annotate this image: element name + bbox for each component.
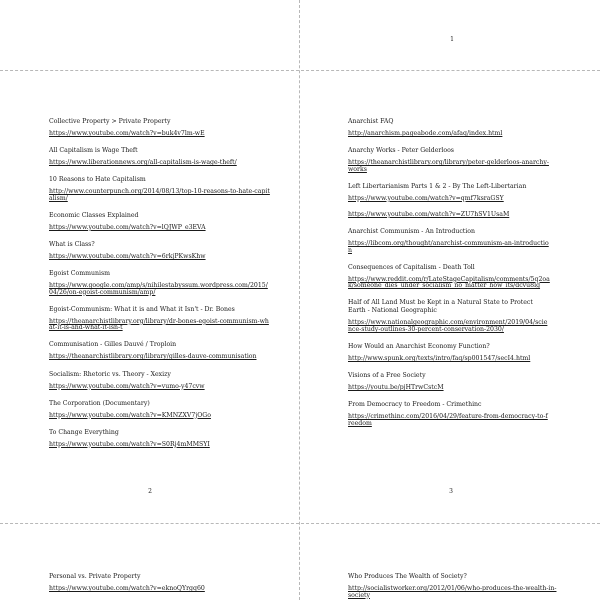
entry-title: Collective Property > Private Property xyxy=(49,118,171,125)
entry-url-link[interactable]: http://anarchism.pageabode.com/afaq/index.html xyxy=(348,130,503,137)
link-entry xyxy=(49,371,271,391)
entry-url-link[interactable]: https://www.youtube.com/watch?v=buk4v7lm-wE xyxy=(49,130,205,137)
entry-url-link[interactable]: https://www.youtube.com/watch?v=S0Rj4mMMSYI xyxy=(49,440,210,448)
entry-url-link[interactable]: https://crimethinc.com/2016/04/29/feature-from-democracy-to-freedom xyxy=(348,413,548,427)
link-entry xyxy=(49,118,271,138)
entry-url-link[interactable]: https://theanarchistlibrary.org/library/peter-gelderloos-anarchy-works xyxy=(348,159,549,173)
page-divider-bottom xyxy=(0,523,600,524)
link-entry xyxy=(49,147,271,167)
link-entry xyxy=(348,147,550,173)
entry-title: Left Libertarianism Parts 1 & 2 - By The Left-Libertarian xyxy=(348,182,527,190)
entry-url-link[interactable]: https://www.google.com/amp/s/nihilestabyssum.wordpress.com/2015/04/26/on-egoist-communism/amp/ xyxy=(49,282,268,296)
entry-title: Anarchy Works - Peter Gelderloos xyxy=(348,147,454,155)
link-entry xyxy=(49,341,271,361)
entry-title: What is Class? xyxy=(49,240,95,248)
page-number-3: 3 xyxy=(449,488,453,495)
entry-url-link[interactable]: https://theanarchistlibrary.org/library/dr-bones-egoist-communism-what-it-is-and-what-it-isn-t xyxy=(49,317,269,332)
entry-title: How Would an Anarchist Economy Function? xyxy=(348,343,490,351)
entry-title: From Democracy to Freedom - Crimethinc xyxy=(348,401,482,409)
entry-title: Egoist Communism xyxy=(49,270,110,278)
entry-title: Anarchist FAQ xyxy=(348,118,394,125)
entry-title: The Corporation (Documentary) xyxy=(49,399,150,407)
entry-url-link[interactable]: https://www.nationalgeographic.com/environment/2019/04/science-study-outlines-30-percent-conservation-2030/ xyxy=(348,319,548,333)
page-number-1: 1 xyxy=(450,36,454,43)
entry-url-link[interactable]: https://www.reddit.com/r/LateStageCapitalism/comments/5q2oak/someone_dies_under_socialism_no_matter_how_its/dcvu8lg xyxy=(348,275,550,290)
page-number-2: 2 xyxy=(148,488,152,495)
entry-url-link[interactable]: https://libcom.org/thought/anarchist-communism-an-introduction xyxy=(348,239,549,254)
entry-url-link[interactable]: https://youtu.be/pjHTrwCstcM xyxy=(348,384,444,392)
link-entry xyxy=(348,212,550,219)
entry-title: Who Produces The Wealth of Society? xyxy=(348,573,467,580)
entry-title: Consequences of Capitalism - Death Toll xyxy=(348,263,475,271)
link-entry xyxy=(348,343,550,363)
entry-title: Personal vs. Private Property xyxy=(49,573,141,580)
right-page-link-list xyxy=(348,118,550,437)
entry-url-link[interactable]: https://www.youtube.com/watch?v=eknoQYrgq60 xyxy=(49,585,205,592)
link-entry xyxy=(49,212,271,232)
entry-url-link[interactable]: https://www.youtube.com/watch?v=vumo-y47cvw xyxy=(49,382,205,390)
entry-url-link[interactable]: http://www.spunk.org/texts/intro/faq/sp001547/secI4.html xyxy=(348,355,531,363)
link-entry xyxy=(348,299,550,333)
entry-url-link[interactable]: https://www.liberationnews.org/all-capitalism-is-wage-theft/ xyxy=(49,159,237,167)
entry-title: Anarchist Communism - An Introduction xyxy=(348,227,475,235)
link-entry xyxy=(348,264,550,290)
entry-url-link[interactable]: http://www.counterpunch.org/2014/08/13/top-10-reasons-to-hate-capitalism/ xyxy=(49,188,270,202)
link-entry xyxy=(49,573,271,593)
entry-title: 10 Reasons to Hate Capitalism xyxy=(49,176,146,184)
entry-title: To Change Everything xyxy=(49,428,119,436)
link-entry xyxy=(49,400,271,420)
entry-url-link[interactable]: http://socialistworker.org/2012/01/06/who-produces-the-wealth-in-society xyxy=(348,585,557,599)
link-entry xyxy=(348,573,558,599)
entry-url-link[interactable]: https://www.youtube.com/watch?v=ZU7hSV1UsaM xyxy=(348,210,510,218)
bottom-left-link-list xyxy=(49,573,271,602)
entry-title: Economic Classes Explained xyxy=(49,211,139,219)
link-entry xyxy=(49,306,271,332)
link-entry xyxy=(49,270,271,296)
entry-title: Half of All Land Must be Kept in a Natural State to Protect Earth - National Geographic xyxy=(348,299,533,315)
link-entry xyxy=(348,401,550,427)
link-entry xyxy=(49,429,271,449)
link-entry xyxy=(49,241,271,261)
entry-title: All Capitalism is Wage Theft xyxy=(49,147,138,155)
link-entry xyxy=(348,183,550,203)
left-page-link-list xyxy=(49,118,271,458)
entry-title: Visions of a Free Society xyxy=(348,372,426,380)
entry-url-link[interactable]: https://www.youtube.com/watch?v=lQJWP_e3EVA xyxy=(49,223,206,231)
entry-url-link[interactable]: https://www.youtube.com/watch?v=6rkjPKwsKhw xyxy=(49,252,206,260)
link-entry xyxy=(49,176,271,202)
entry-url-link[interactable]: https://theanarchistlibrary.org/library/gilles-dauve-communisation xyxy=(49,353,257,361)
entry-title: Socialism: Rhetoric vs. Theory - Xexizy xyxy=(49,370,171,378)
link-entry xyxy=(348,118,550,138)
bottom-right-link-list xyxy=(348,573,558,609)
link-entry xyxy=(348,228,550,254)
entry-title: Egoist-Communism: What it is and What it Isn't - Dr. Bones xyxy=(49,305,235,313)
entry-url-link[interactable]: https://www.youtube.com/watch?v=qmf7ksraGSY xyxy=(348,194,504,202)
page-divider-top xyxy=(0,70,600,71)
link-entry xyxy=(348,372,550,392)
entry-title: Communisation - Gilles Dauvé / Troploin xyxy=(49,341,177,349)
entry-url-link[interactable]: https://www.youtube.com/watch?v=KMNZXV7jOGo xyxy=(49,411,211,419)
page-divider-vertical xyxy=(299,0,300,600)
